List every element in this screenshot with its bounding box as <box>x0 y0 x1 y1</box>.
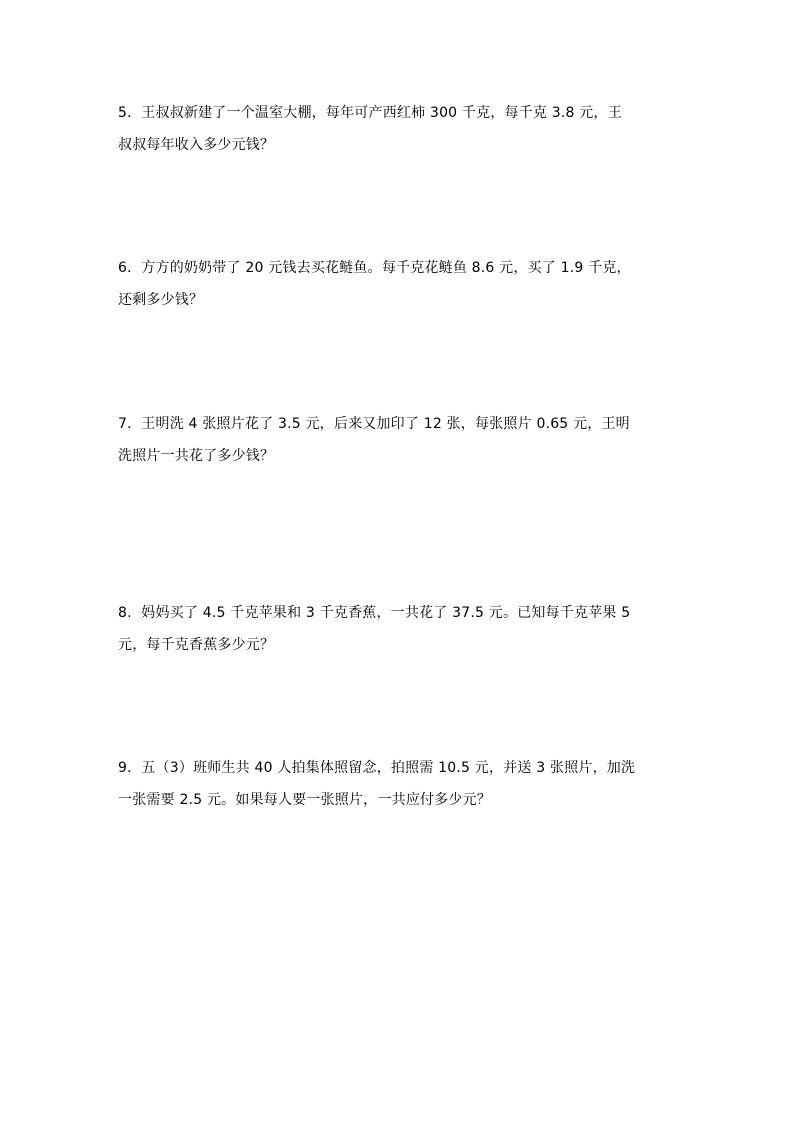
problem-9-line-2: 一张需要 2.5 元。如果每人要一张照片，一共应付多少元？ <box>118 792 491 808</box>
problem-5-line-2: 叔叔每年收入多少元钱？ <box>118 137 275 153</box>
problem-9-line-1: 9．五（3）班师生共 40 人拍集体照留念，拍照需 10.5 元，并送 3 张照片，加洗 <box>118 760 636 776</box>
problem-7 <box>118 408 678 472</box>
problem-8 <box>118 597 678 661</box>
problem-6-line-1: 6．方方的奶奶带了 20 元钱去买花鲢鱼。每千克花鲢鱼 8.6 元，买了 1.9 千克， <box>118 260 631 276</box>
problem-6-line-2: 还剩多少钱？ <box>118 292 204 308</box>
problem-9 <box>118 752 678 816</box>
problem-5-line-1: 5．王叔叔新建了一个温室大棚，每年可产西红柿 300 千克，每千克 3.8 元，王 <box>118 105 622 121</box>
problem-8-line-2: 元，每千克香蕉多少元？ <box>118 637 275 653</box>
problem-8-line-1: 8．妈妈买了 4.5 千克苹果和 3 千克香蕉，一共花了 37.5 元。已知每千克苹果 5 <box>118 605 631 621</box>
problem-7-line-2: 洗照片一共花了多少钱？ <box>118 448 275 464</box>
problem-5 <box>118 97 678 161</box>
problem-7-line-1: 7．王明洗 4 张照片花了 3.5 元，后来又加印了 12 张，每张照片 0.65 元，王明 <box>118 416 630 432</box>
problem-6 <box>118 252 678 316</box>
